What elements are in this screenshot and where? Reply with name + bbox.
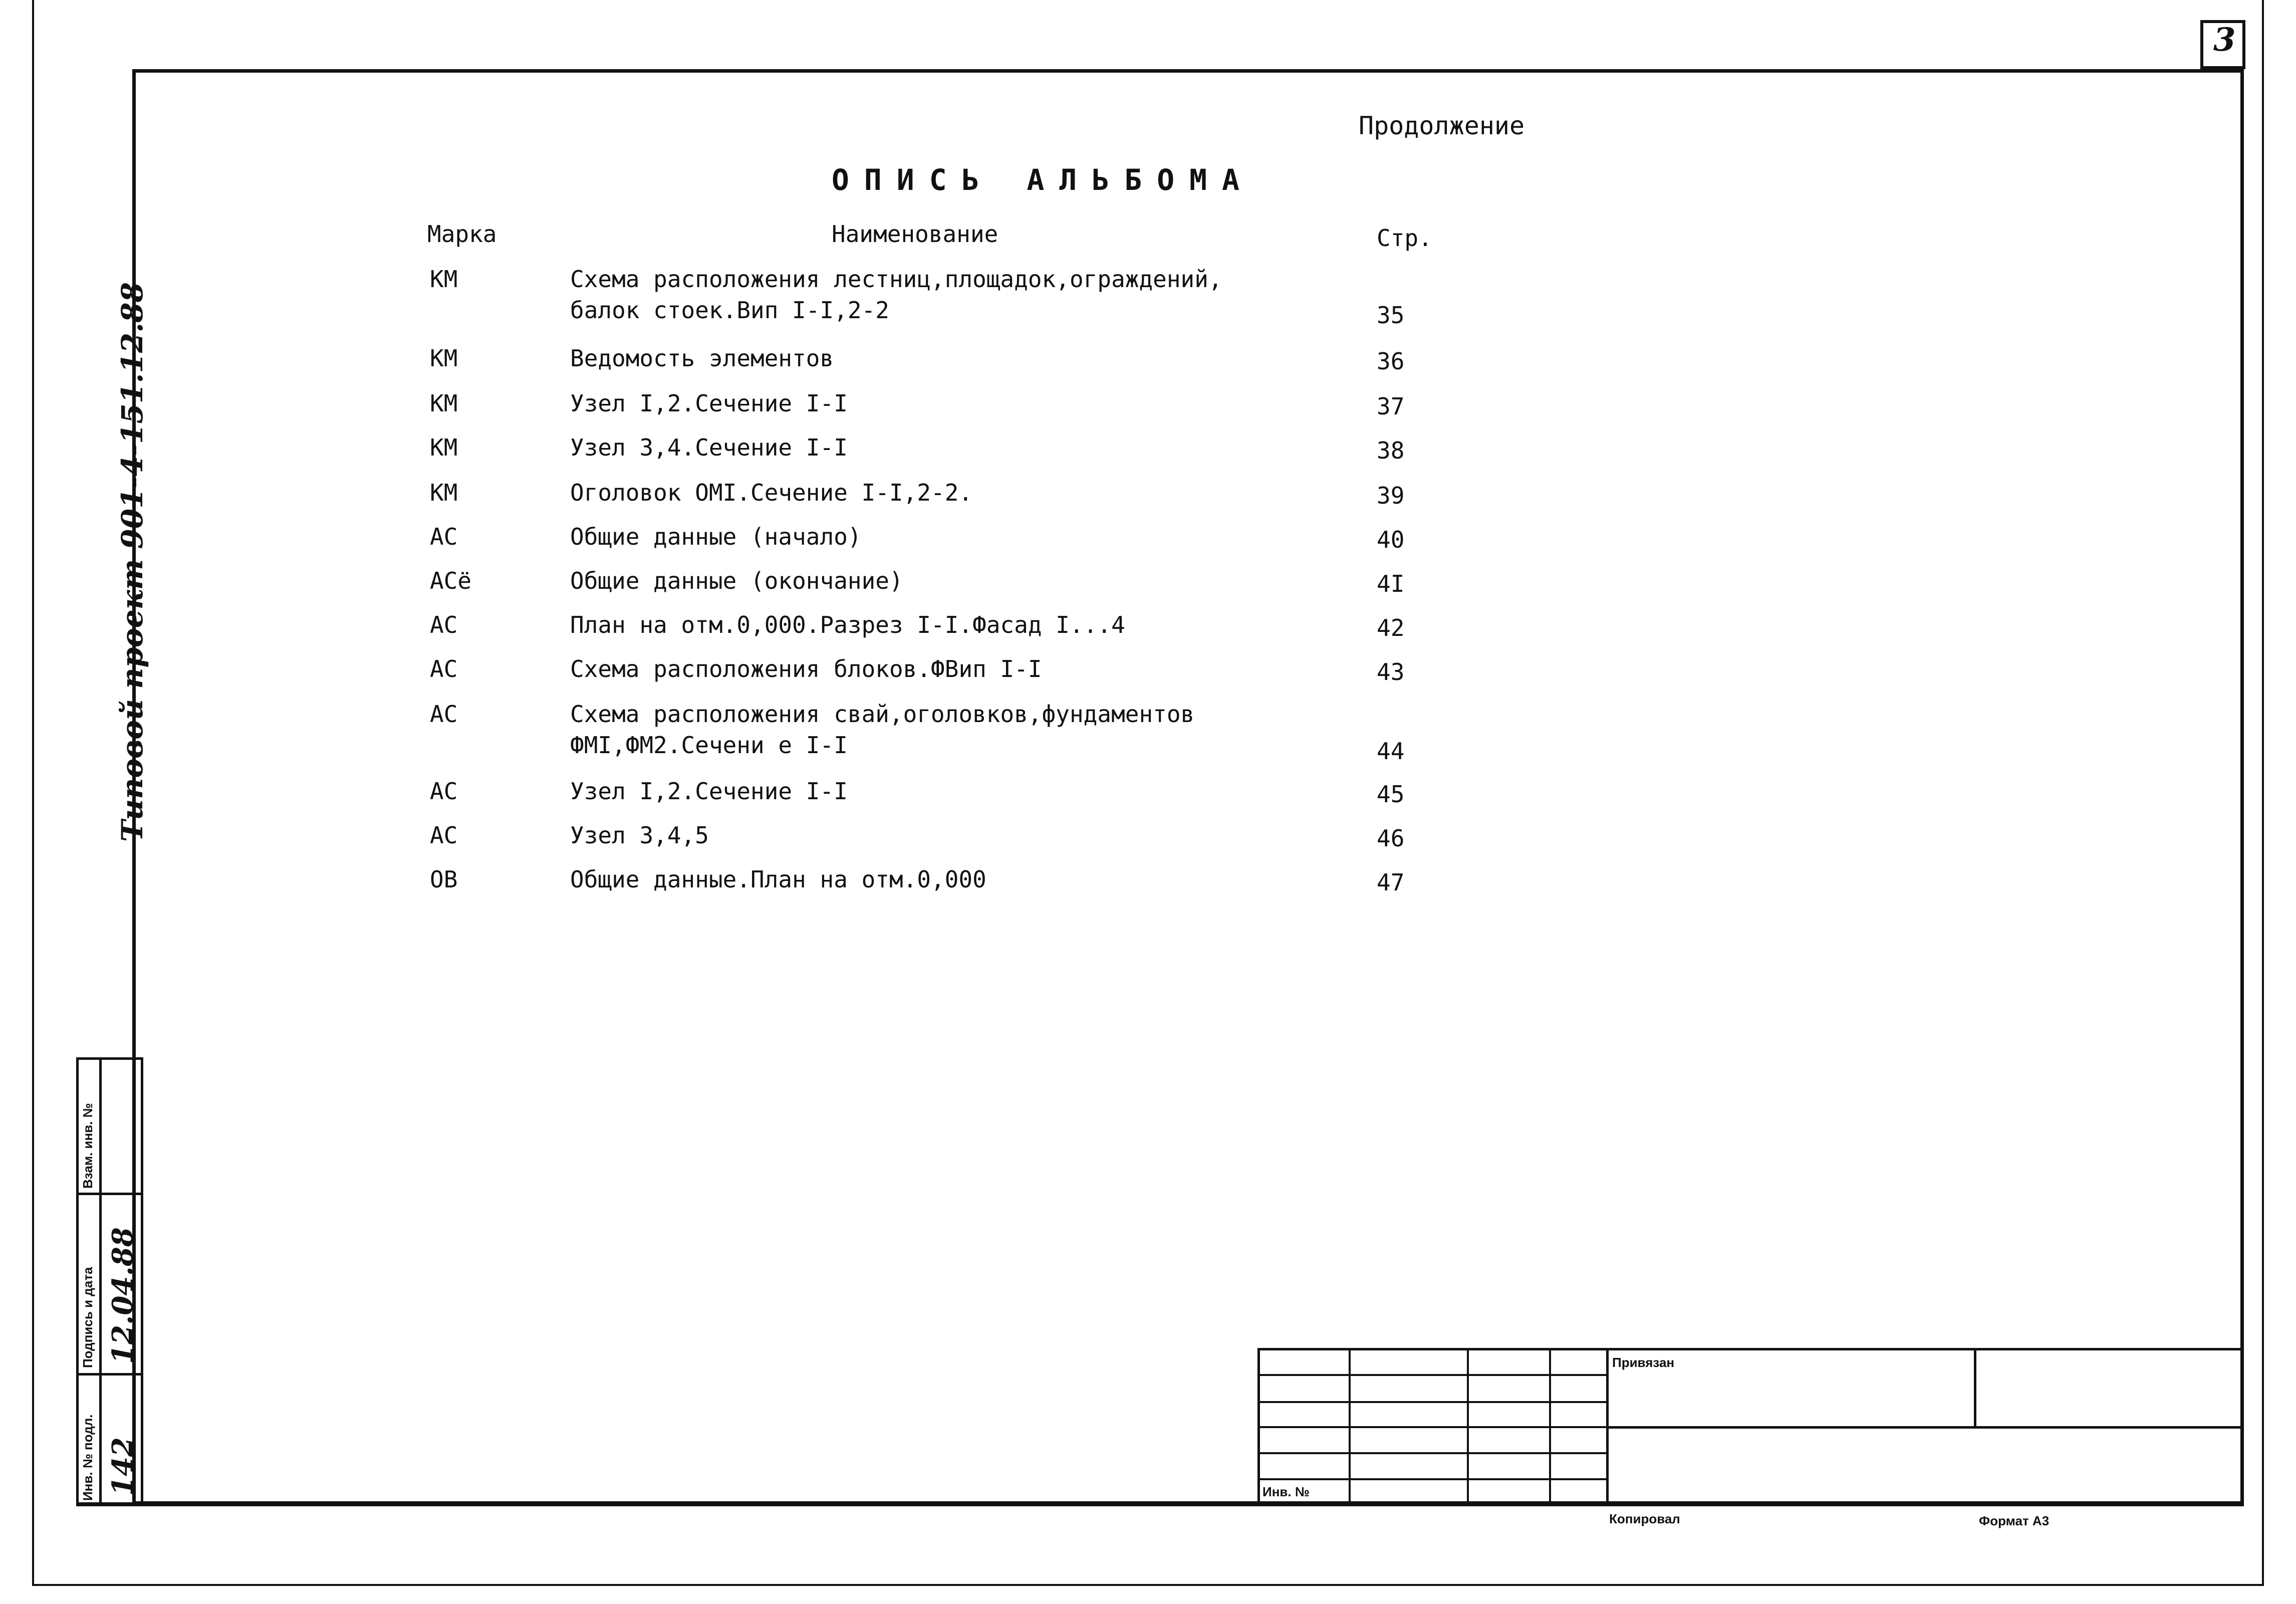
row-mark: КМ <box>430 434 458 461</box>
row-name: Схема расположения лестниц,площадок,ограждений, <box>570 266 1222 293</box>
tb-hline <box>1257 1478 1608 1480</box>
tb-vline-right <box>1974 1348 1976 1428</box>
row-name: Схема расположения свай,оголовков,фундаментов <box>570 701 1195 728</box>
row-page: 39 <box>1377 482 1405 509</box>
tb-vline <box>1549 1348 1551 1505</box>
side-vzam-label: Взам. инв. № <box>80 1103 95 1189</box>
row-page: 40 <box>1377 526 1405 553</box>
side-sign-label: Подпись и дата <box>80 1267 95 1368</box>
row-name: Оголовок ОМI.Сечение I-I,2-2. <box>570 479 973 506</box>
continuation-label: Продолжение <box>1359 111 1525 140</box>
stamp-privyazan-label: Привязан <box>1612 1355 1675 1370</box>
sheet-number: 3 <box>2213 21 2236 59</box>
row-mark: КМ <box>430 266 458 293</box>
row-name: Узел 3,4.Сечение I-I <box>570 434 848 461</box>
side-stamp-divider-h2 <box>76 1373 143 1376</box>
frame-top-line <box>132 69 2244 73</box>
row-name: Узел 3,4,5 <box>570 822 709 849</box>
row-page: 46 <box>1377 825 1405 852</box>
row-page: 35 <box>1377 302 1405 329</box>
row-name: Схема расположения блоков.ФВип I-I <box>570 655 1042 682</box>
row-name: Ведомость элементов <box>570 345 834 372</box>
column-page: Стр. <box>1377 224 1432 252</box>
row-page: 44 <box>1377 738 1405 765</box>
tb-hline <box>1257 1374 1608 1376</box>
row-page: 47 <box>1377 869 1405 896</box>
row-mark: АСё <box>430 567 472 594</box>
row-mark: КМ <box>430 390 458 417</box>
side-inv-label: Инв. № подл. <box>80 1414 95 1501</box>
footer-format: Формат А3 <box>1979 1513 2050 1528</box>
page-title: ОПИСЬ АЛЬБОМА <box>832 163 1254 197</box>
footer-copied: Копировал <box>1609 1511 1680 1526</box>
row-name: Общие данные (окончание) <box>570 567 903 594</box>
tb-vline <box>1349 1348 1351 1505</box>
tb-hline <box>1257 1426 1608 1428</box>
column-mark: Марка <box>427 220 497 248</box>
row-page: 4I <box>1377 570 1405 597</box>
row-mark: АС <box>430 611 458 638</box>
tb-hline-right <box>1606 1426 2244 1429</box>
row-mark: АС <box>430 655 458 682</box>
row-page: 45 <box>1377 781 1405 808</box>
row-page: 42 <box>1377 614 1405 641</box>
row-name: Узел I,2.Сечение I-I <box>570 778 848 805</box>
row-mark: ОВ <box>430 866 458 893</box>
row-name: План на отм.0,000.Разрез I-I.Фасад I...4 <box>570 611 1125 638</box>
stamp-inv-label: Инв. № <box>1262 1484 1310 1499</box>
row-page: 43 <box>1377 658 1405 685</box>
row-page: 37 <box>1377 393 1405 420</box>
side-inv-value: 142 <box>106 1437 139 1496</box>
row-name-cont: балок стоек.Вип I-I,2-2 <box>570 297 889 324</box>
tb-hline <box>1257 1452 1608 1454</box>
column-name: Наименование <box>832 220 998 248</box>
row-page: 36 <box>1377 348 1405 375</box>
row-mark: АС <box>430 822 458 849</box>
project-designation: Типовой проект 901-4-151.12.88 <box>115 282 149 842</box>
tb-vline <box>1467 1348 1469 1505</box>
row-mark: КМ <box>430 345 458 372</box>
row-mark: КМ <box>430 479 458 506</box>
row-mark: АС <box>430 778 458 805</box>
row-mark: АС <box>430 701 458 728</box>
row-name-cont: ФМI,ФМ2.Сечени е I-I <box>570 732 848 759</box>
side-stamp-divider-v <box>99 1057 102 1505</box>
row-mark: АС <box>430 523 458 550</box>
side-stamp-divider-h1 <box>76 1193 143 1195</box>
row-name: Узел I,2.Сечение I-I <box>570 390 848 417</box>
side-sign-value: 12.04.88 <box>106 1227 139 1364</box>
row-name: Общие данные.План на отм.0,000 <box>570 866 986 893</box>
row-name: Общие данные (начало) <box>570 523 862 550</box>
row-page: 38 <box>1377 437 1405 464</box>
tb-hline <box>1257 1401 1608 1403</box>
